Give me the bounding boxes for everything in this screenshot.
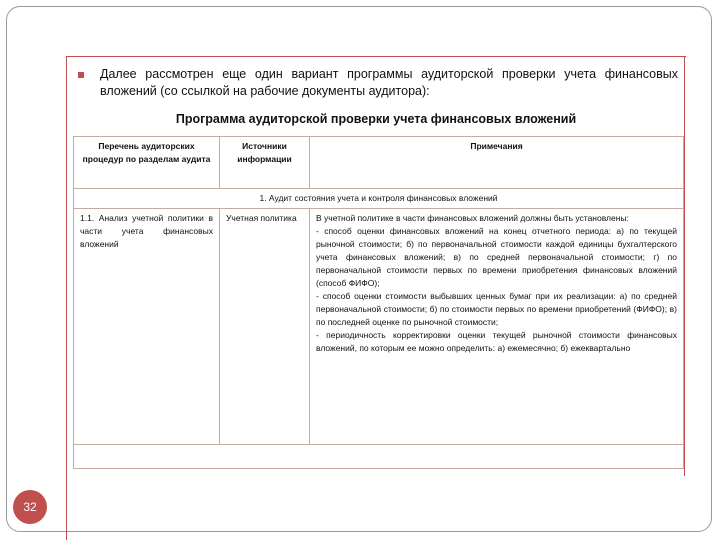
notes-line: - периодичность корректировки оценки текущей рыночной стоимости финансовых вложений, по которым ее можно определить: а) ежемесячно; б) ежеквартально — [316, 330, 677, 353]
page-number: 32 — [13, 490, 47, 524]
section-row — [74, 189, 684, 209]
accent-line-left — [66, 56, 67, 476]
notes-line: - способ оценки стоимости выбывших ценных бумаг при их реализации: а) по средней первоначальной стоимости; б) по стоимости первых по времени приобретений (ФИФО); в) по последней оценке по рыночной стоимости; — [316, 291, 677, 327]
empty-row — [74, 445, 684, 469]
accent-line-right — [684, 56, 685, 476]
table-header-row — [74, 137, 684, 189]
program-title: Программа аудиторской проверки учета финансовых вложений — [175, 112, 577, 126]
accent-line-lower-left — [66, 476, 67, 540]
notes-cell — [310, 209, 684, 445]
intro-text: Далее рассмотрен еще один вариант программы аудиторской проверки учета финансовых вложений (со ссылкой на рабочие документы аудитора): — [100, 67, 678, 98]
audit-program-table — [73, 136, 684, 469]
bullet-icon — [78, 72, 84, 78]
source-cell: Учетная политика — [220, 209, 310, 445]
table-row — [74, 209, 684, 445]
notes-line: - способ оценки финансовых вложений на конец отчетного периода: а) по текущей рыночной стоимости; б) по первоначальной стоимости каждой единицы бухгалтерского учета финансовых вложений; в) по средней первоначальной стоимости; г) по первоначальной стоимости первых по времени приобретения финансовых вложений (способ ФИФО); — [316, 226, 677, 288]
notes-line: В учетной политике в части финансовых вложений должны быть установлены: — [316, 213, 629, 223]
header-sources: Источники информации — [220, 137, 310, 189]
empty-cell — [74, 445, 684, 469]
procedure-cell: 1.1. Анализ учетной политики в части учета финансовых вложений — [74, 209, 220, 445]
header-notes: Примечания — [310, 137, 684, 189]
header-procedures: Перечень аудиторских процедур по разделам аудита — [74, 137, 220, 189]
section-title: 1. Аудит состояния учета и контроля финансовых вложений — [74, 189, 684, 209]
accent-line-top — [66, 56, 686, 57]
